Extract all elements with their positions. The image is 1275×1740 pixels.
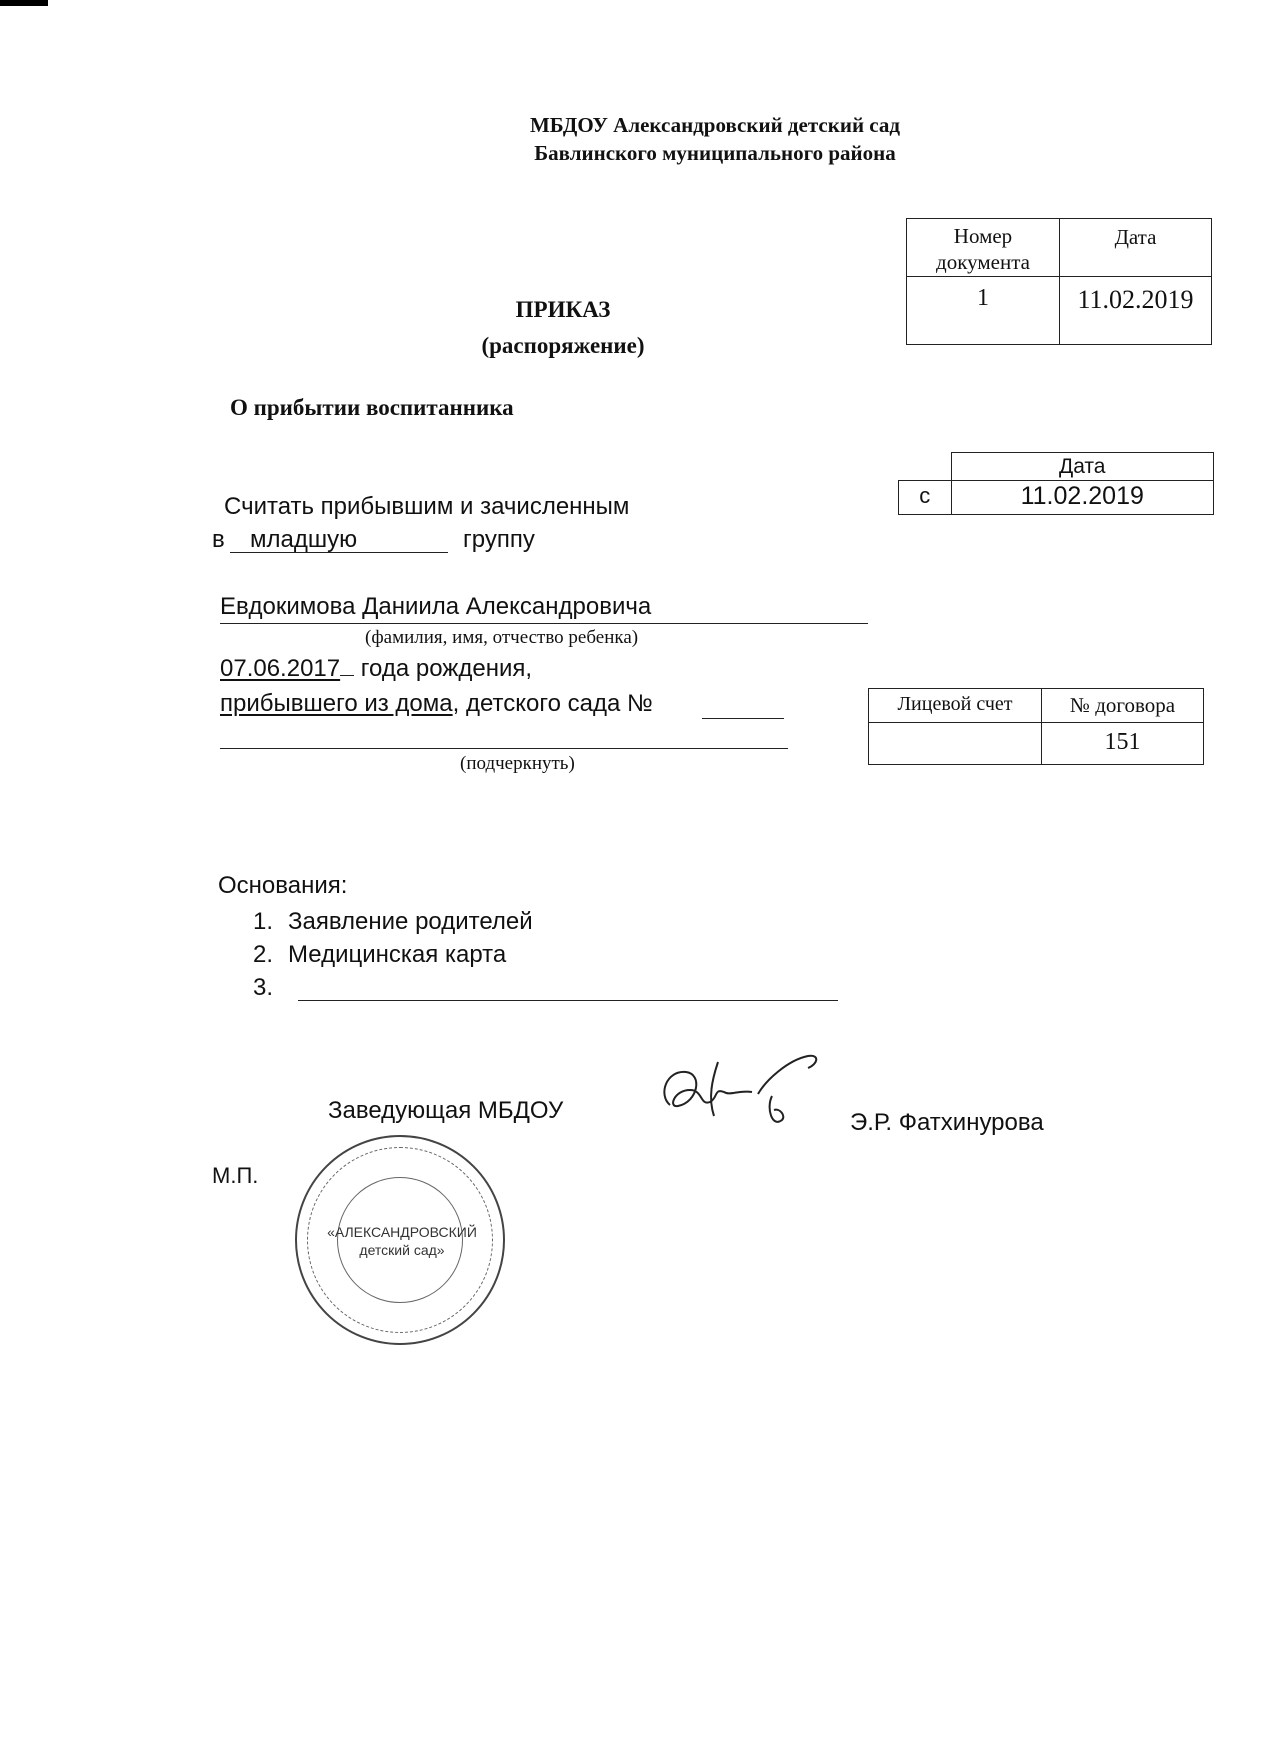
- account-table: [868, 688, 1204, 765]
- group-value: младшую: [250, 526, 358, 553]
- contract-value: 151: [1042, 723, 1204, 765]
- org-name-line2: Бавлинского муниципального района: [534, 141, 896, 165]
- arrival-date-header: Дата: [951, 453, 1214, 481]
- doc-number-value: 1: [907, 277, 1060, 345]
- doc-subject: О прибытии воспитанника: [230, 395, 514, 420]
- official-seal: [295, 1135, 505, 1345]
- underline-caption: (подчеркнуть): [460, 753, 575, 774]
- signatory-position: Заведующая МБДОУ: [328, 1097, 564, 1124]
- grounds-item-1: Заявление родителей: [288, 908, 533, 935]
- group-suffix: группу: [463, 526, 535, 553]
- child-name: Евдокимова Даниила Александровича: [220, 593, 652, 620]
- doc-date-header: Дата: [1060, 219, 1212, 277]
- grounds-item-2-num: 2.: [253, 941, 274, 968]
- scan-corner-mark: [0, 0, 48, 6]
- child-name-caption: (фамилия, имя, отчество ребенка): [365, 627, 639, 648]
- grounds-item-2: Медицинская карта: [288, 941, 507, 968]
- doc-number-table: [906, 218, 1212, 345]
- grounds-item-3-underline: [298, 1000, 838, 1001]
- signature-scribble: [648, 1050, 848, 1135]
- doc-title: ПРИКАЗ: [515, 297, 611, 322]
- group-line: [212, 526, 225, 554]
- doc-date-value: 11.02.2019: [1060, 277, 1212, 345]
- grounds-title: Основания:: [218, 872, 348, 899]
- birth-suffix: года рождения,: [360, 655, 533, 682]
- arrived-line: [220, 690, 653, 718]
- doc-number-header: Номер документа: [907, 219, 1060, 277]
- seal-line2: детский сад»: [359, 1242, 445, 1258]
- date-box-spacer: [899, 453, 952, 481]
- blank-underline: [220, 748, 788, 749]
- arrival-date-value: 11.02.2019: [951, 481, 1214, 515]
- arrival-date-prefix: с: [899, 481, 952, 515]
- child-name-underline: [220, 623, 868, 624]
- doc-subtitle: (распоряжение): [481, 333, 645, 358]
- grounds-item-1-num: 1.: [253, 908, 274, 935]
- birth-date: 07.06.2017: [220, 655, 341, 682]
- in-prefix: в: [212, 526, 225, 553]
- signatory-name: Э.Р. Фатхинурова: [850, 1109, 1044, 1136]
- account-value: [869, 723, 1042, 765]
- kindergarten-number-underline: [702, 718, 784, 719]
- body-line1: Считать прибывшим и зачисленным: [224, 493, 630, 520]
- grounds-item-3-num: 3.: [253, 974, 274, 1001]
- account-header: Лицевой счет: [869, 689, 1042, 723]
- seal-label: М.П.: [212, 1163, 259, 1188]
- seal-line1: «АЛЕКСАНДРОВСКИЙ: [327, 1224, 477, 1240]
- org-name-line1: МБДОУ Александровский детский сад: [529, 113, 901, 137]
- arrived-rest: , детского сада №: [452, 690, 653, 717]
- arrived-from: прибывшего из дома: [220, 690, 453, 717]
- arrival-date-table: [898, 452, 1214, 515]
- birth-line: [220, 655, 532, 683]
- contract-header: № договора: [1042, 689, 1204, 723]
